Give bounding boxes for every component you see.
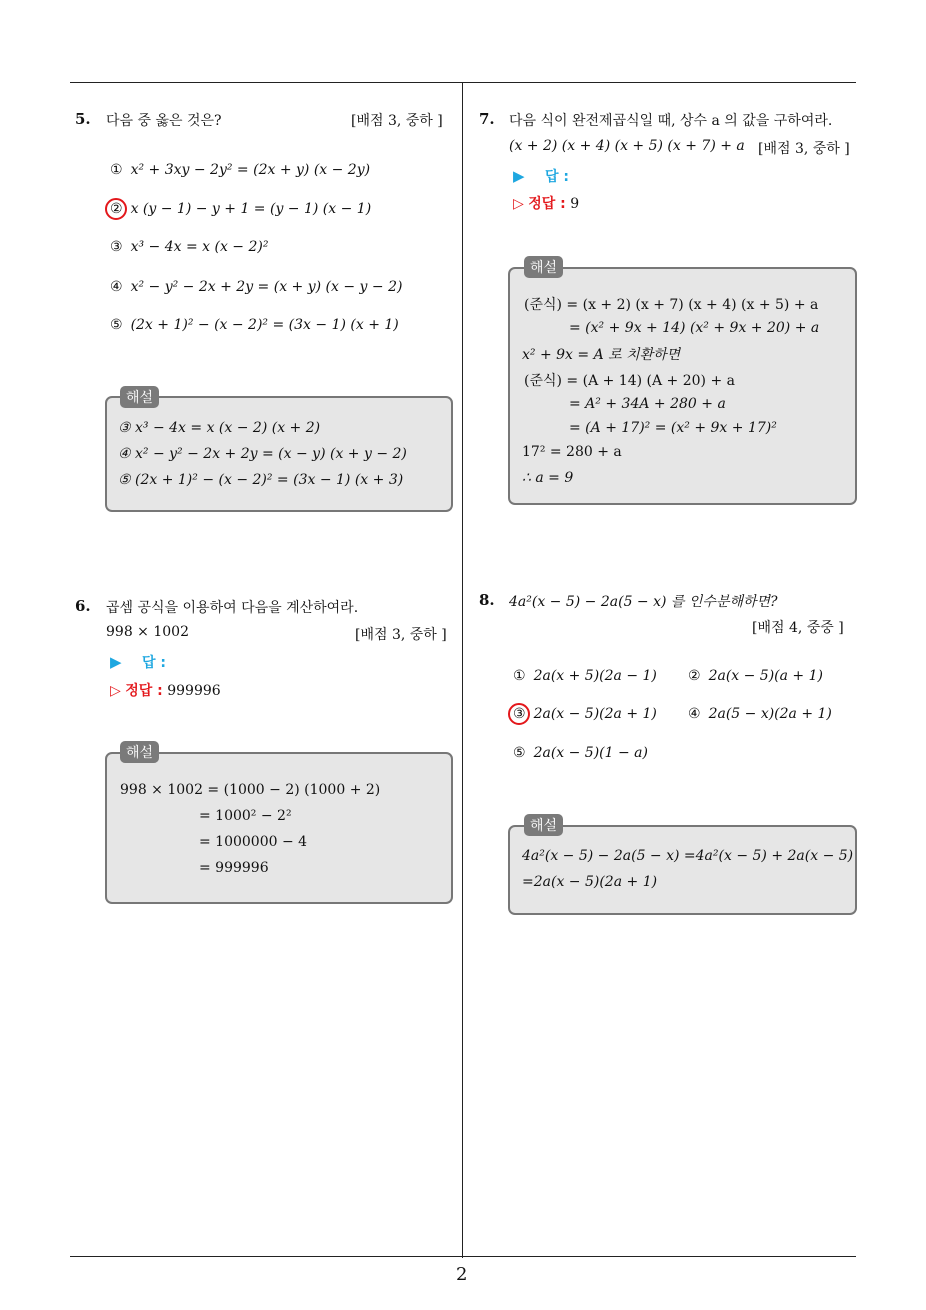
choice-5[interactable] [513, 745, 648, 761]
choice-number: ③ [513, 706, 526, 722]
answer-label: 답 : [545, 169, 569, 185]
top-rule [70, 82, 856, 83]
answer-label: 답 : [142, 655, 166, 671]
choice-text: 2a(5 − x)(2a + 1) [708, 706, 832, 722]
choice-number: ⑤ [110, 317, 123, 333]
solution-line: = 999996 [199, 860, 269, 876]
answer-row [110, 652, 166, 672]
choice-5[interactable] [110, 317, 399, 333]
choice-text: 2a(x − 5)(2a + 1) [533, 706, 657, 722]
solution-line: =2a(x − 5)(2a + 1) [522, 874, 658, 890]
choice-text: x (y − 1) − y + 1 = (y − 1) (x − 1) [130, 201, 372, 217]
correct-value: 999996 [167, 683, 221, 699]
choice-number: ② [110, 201, 123, 217]
choice-number: ② [688, 668, 701, 684]
solution-line: x² + 9x = A 로 치환하면 [522, 347, 681, 363]
correct-row [110, 680, 221, 700]
choice-number: ④ [688, 706, 701, 722]
correct-row [513, 193, 579, 213]
choice-text: x³ − 4x = x (x − 2)² [130, 239, 269, 255]
solution-line: ③ x³ − 4x = x (x − 2) (x + 2) [118, 420, 321, 436]
choice-text: 2a(x + 5)(2a − 1) [533, 668, 657, 684]
question-number: 8. [479, 591, 495, 609]
question-text: 다음 중 옳은 것은? [106, 113, 222, 129]
solution-tag: 해설 [120, 386, 159, 408]
question-text: 다음 식이 완전제곱식일 때, 상수 a 의 값을 구하여라. [509, 113, 833, 129]
solution-line: = (x² + 9x + 14) (x² + 9x + 20) + a [569, 320, 820, 336]
question-number: 7. [479, 110, 495, 128]
solution-box [105, 752, 453, 904]
solution-line: = (A + 17)² = (x² + 9x + 17)² [569, 420, 777, 436]
choice-number: ① [513, 668, 526, 684]
choice-text: x² − y² − 2x + 2y = (x + y) (x − y − 2) [130, 279, 403, 295]
choice-text: 2a(x − 5)(a + 1) [708, 668, 823, 684]
choice-3[interactable] [513, 706, 657, 722]
solution-line: 17² = 280 + a [522, 444, 622, 460]
score-label: [배점 4, 중중 ] [752, 620, 844, 636]
question-text: 곱셈 공식을 이용하여 다음을 계산하여라. [106, 600, 359, 616]
solution-line: (준식) = (x + 2) (x + 7) (x + 4) (x + 5) + a [524, 297, 819, 313]
score-label: [배점 3, 중하 ] [351, 113, 443, 129]
choice-number: ③ [110, 239, 123, 255]
question-number: 6. [75, 597, 91, 615]
bottom-rule [70, 1256, 856, 1257]
question-text: 4a²(x − 5) − 2a(5 − x) 를 인수분해하면? [509, 594, 778, 610]
solution-line: = A² + 34A + 280 + a [569, 396, 726, 412]
solution-line: (준식) = (A + 14) (A + 20) + a [524, 373, 735, 389]
solution-tag: 해설 [120, 741, 159, 763]
solution-line: = 1000² − 2² [199, 808, 292, 824]
choice-1[interactable] [110, 162, 370, 178]
question-expression: 998 × 1002 [106, 624, 189, 640]
score-label: [배점 3, 중하 ] [355, 627, 447, 643]
solution-line: ④ x² − y² − 2x + 2y = (x − y) (x + y − 2) [118, 446, 407, 462]
solution-line: ∴ a = 9 [522, 470, 574, 486]
choice-number: ⑤ [513, 745, 526, 761]
solution-tag: 해설 [524, 814, 563, 836]
choice-number: ④ [110, 279, 123, 295]
choice-4[interactable] [110, 279, 402, 295]
score-label: [배점 3, 중하 ] [758, 141, 850, 157]
answer-row [513, 166, 569, 186]
question-number: 5. [75, 110, 91, 128]
triangle-icon: ▷ [110, 683, 121, 699]
triangle-icon: ▷ [513, 196, 524, 212]
solution-tag: 해설 [524, 256, 563, 278]
choice-text: 2a(x − 5)(1 − a) [533, 745, 648, 761]
page-number: 2 [456, 1264, 468, 1285]
play-icon: ▶ [110, 653, 122, 671]
correct-label: 정답 : [528, 196, 566, 212]
correct-value: 9 [570, 196, 580, 212]
solution-line: ⑤ (2x + 1)² − (x − 2)² = (3x − 1) (x + 3) [118, 472, 404, 488]
choice-text: x² + 3xy − 2y² = (2x + y) (x − 2y) [130, 162, 371, 178]
choice-2[interactable] [688, 668, 823, 684]
column-divider [462, 83, 463, 1258]
solution-box [508, 825, 857, 915]
question-expression: (x + 2) (x + 4) (x + 5) (x + 7) + a [509, 138, 745, 154]
choice-text: (2x + 1)² − (x − 2)² = (3x − 1) (x + 1) [130, 317, 399, 333]
choice-3[interactable] [110, 239, 268, 255]
choice-1[interactable] [513, 668, 657, 684]
choice-2[interactable] [110, 201, 371, 217]
play-icon: ▶ [513, 167, 525, 185]
solution-line: = 1000000 − 4 [199, 834, 308, 850]
choice-number: ① [110, 162, 123, 178]
solution-line: 4a²(x − 5) − 2a(5 − x) =4a²(x − 5) + 2a(x − 5) [522, 848, 854, 864]
correct-label: 정답 : [125, 683, 163, 699]
solution-line: 998 × 1002 = (1000 − 2) (1000 + 2) [120, 782, 381, 798]
choice-4[interactable] [688, 706, 832, 722]
